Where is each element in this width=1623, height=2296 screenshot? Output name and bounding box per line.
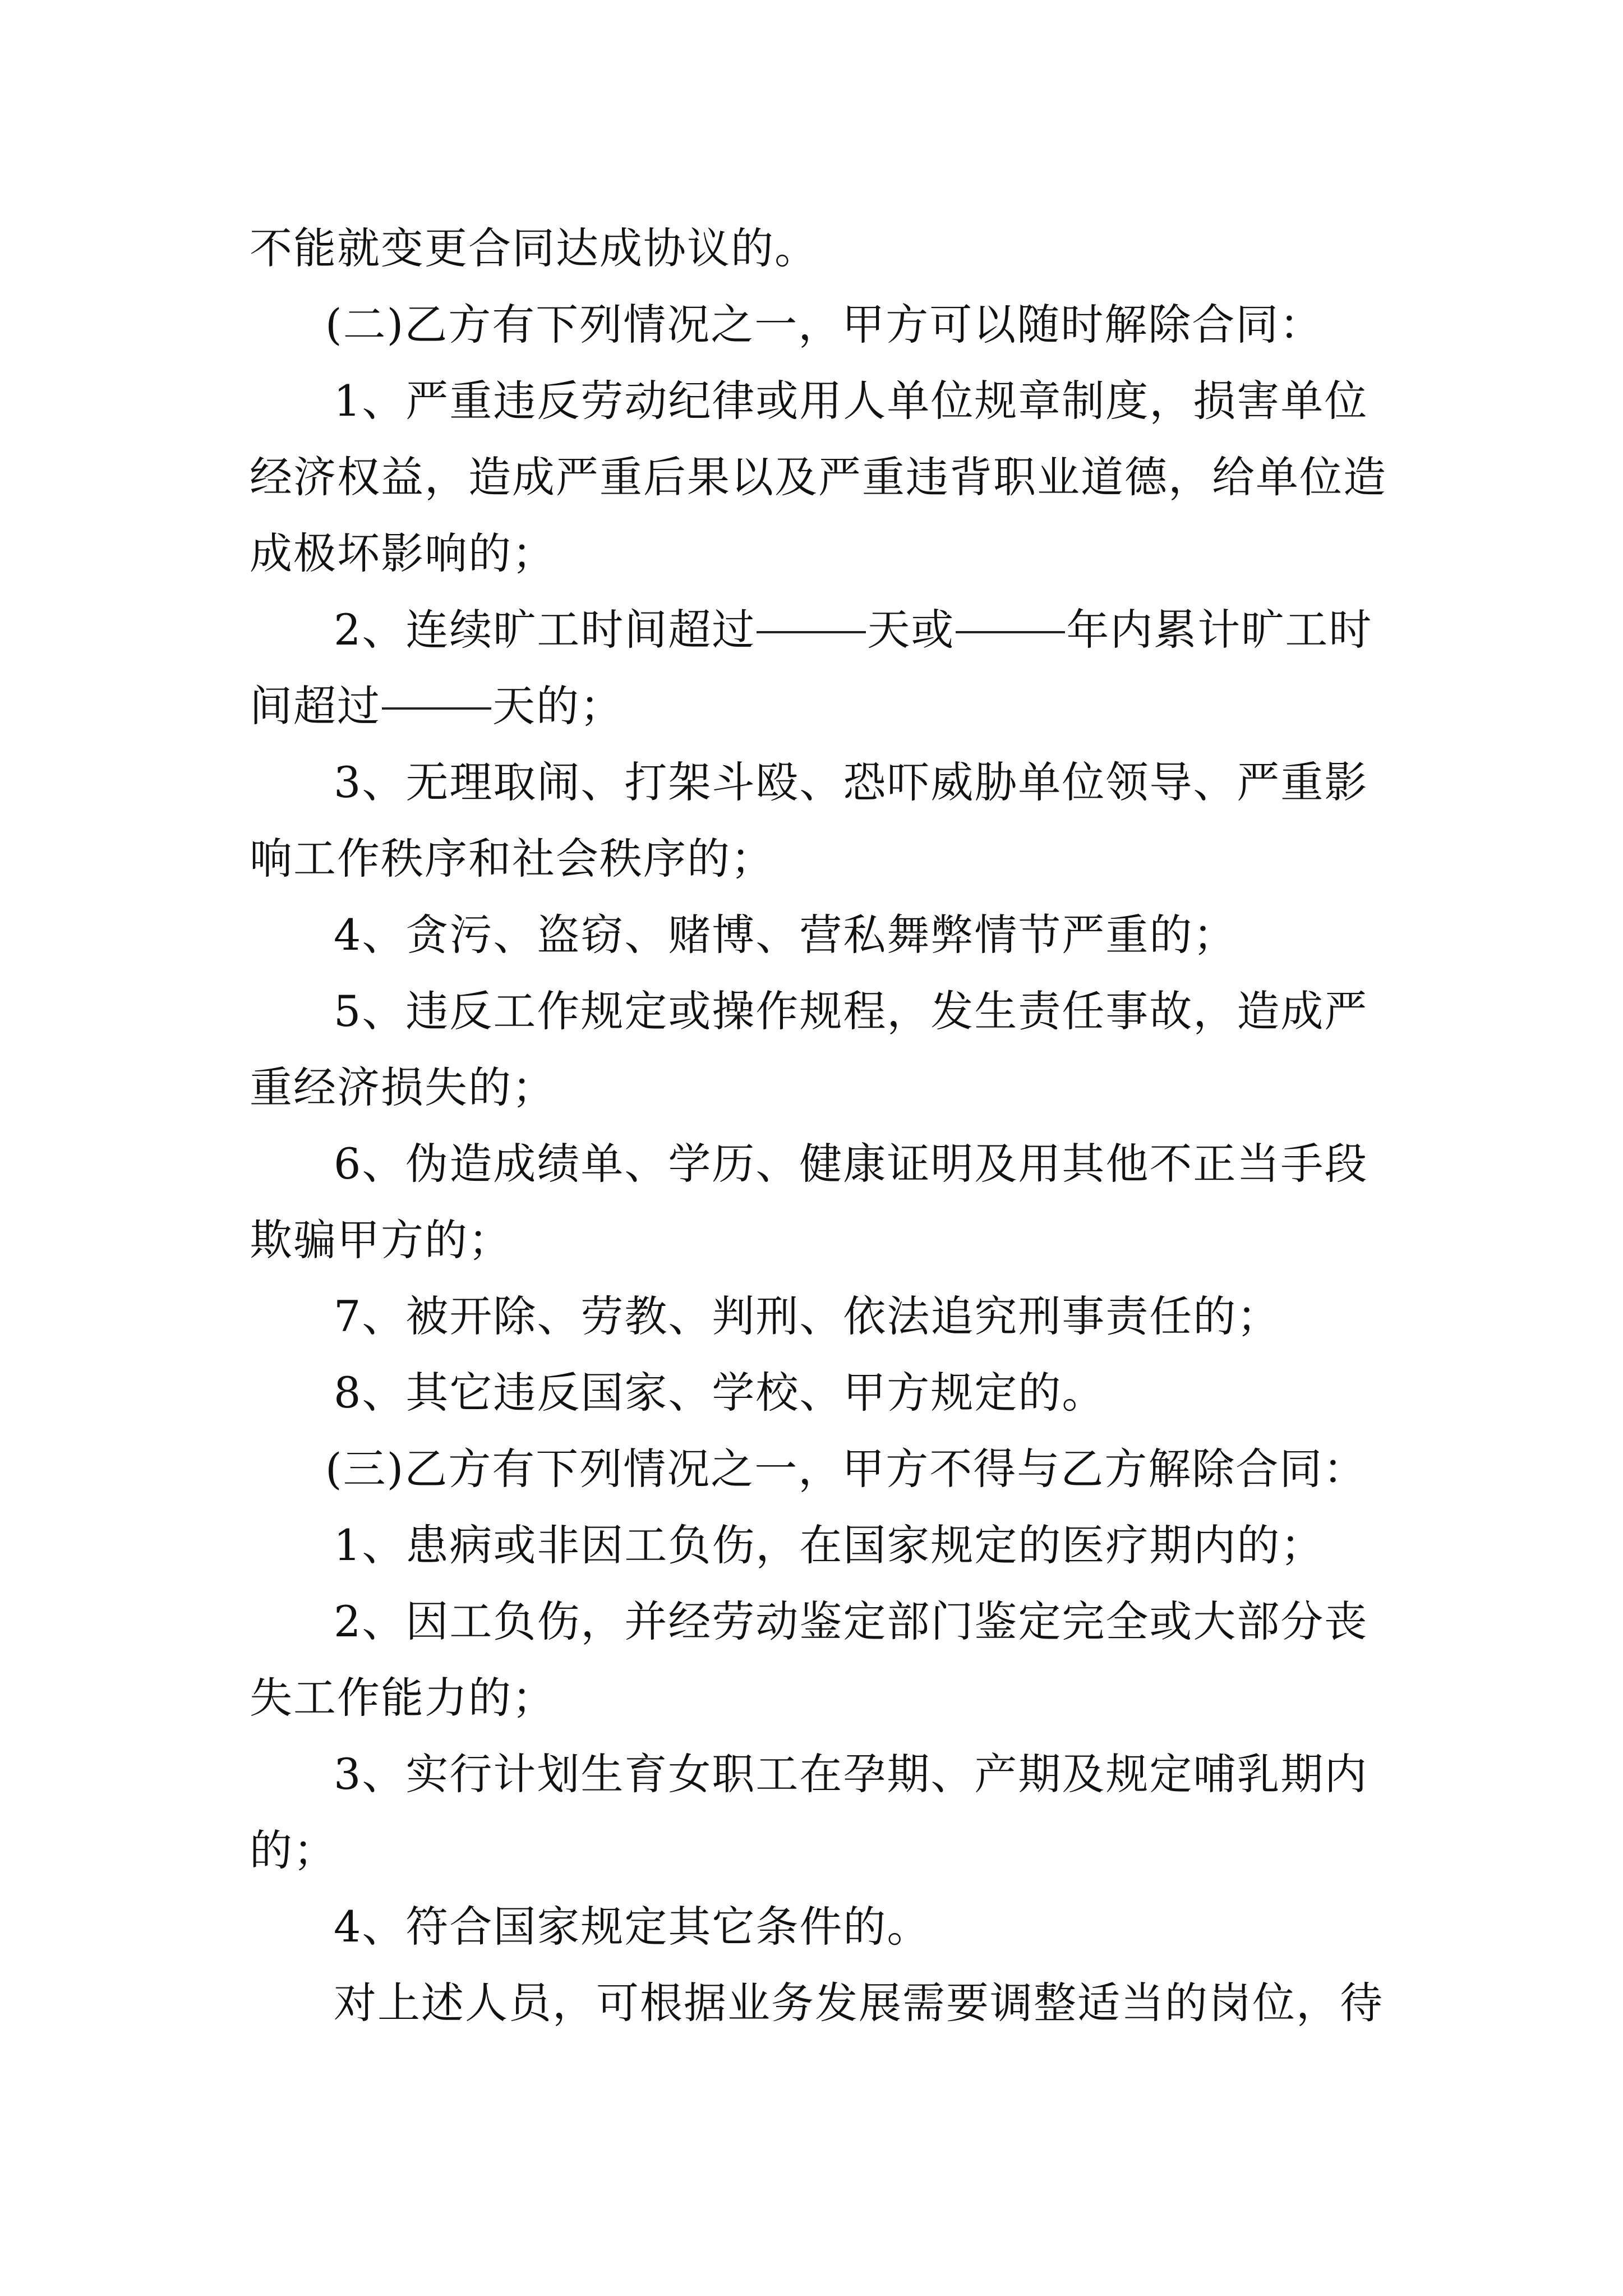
text-line: 成极坏影响的；: [250, 528, 556, 578]
section-heading: (二)乙方有下列情况之一，甲方可以随时解除合同：: [325, 300, 1324, 349]
text-segment: 天的；: [492, 681, 624, 731]
blank-field: [757, 631, 866, 633]
section-heading: (三)乙方有下列情况之一，甲方不得与乙方解除合同：: [325, 1444, 1367, 1494]
paragraph-line: 对上述人员，可根据业务发展需要调整适当的岗位，待: [334, 1978, 1384, 2028]
list-item: 3、无理取闹、打架斗殴、恐吓威胁单位领导、严重影: [334, 757, 1368, 807]
list-item: 6、伪造成绩单、学历、健康证明及用其他不正当手段: [334, 1139, 1368, 1189]
list-item: 4、贪污、盗窃、赌博、营私舞弊情节严重的；: [334, 910, 1237, 960]
list-item: 2、因工负伤，并经劳动鉴定部门鉴定完全或大部分丧: [334, 1596, 1368, 1646]
text-segment: 间超过: [250, 681, 381, 731]
list-item: 8、其它违反国家、学校、甲方规定的。: [334, 1368, 1106, 1418]
text-line: 的；: [250, 1825, 337, 1875]
text-line: 欺骗甲方的；: [250, 1215, 512, 1265]
list-item: 5、违反工作规定或操作规程，发生责任事故，造成严: [334, 986, 1368, 1036]
blank-field: [382, 707, 491, 710]
text-line: 重经济损失的；: [250, 1062, 556, 1112]
text-line: 不能就变更合同达成协议的。: [250, 223, 818, 273]
text-segment: 2、连续旷工时间超过: [334, 605, 756, 655]
list-item: [250, 592, 1385, 668]
list-item: 1、患病或非因工负伤，在国家规定的医疗期内的；: [334, 1520, 1325, 1570]
text-segment: 年内累计旷工时: [1066, 605, 1373, 655]
blank-field: [956, 631, 1065, 633]
list-item: 3、实行计划生育女职工在孕期、产期及规定哺乳期内: [334, 1749, 1368, 1799]
list-item: 1、严重违反劳动纪律或用人单位规章制度，损害单位: [334, 376, 1368, 426]
list-item: 7、被开除、劳教、判刑、依法追究刑事责任的；: [334, 1291, 1281, 1341]
text-segment: 天或: [867, 605, 955, 655]
text-line: [250, 668, 1385, 744]
text-line: 经济权益，造成严重后果以及严重违背职业道德，给单位造: [250, 452, 1387, 502]
text-line: 失工作能力的；: [250, 1673, 556, 1723]
list-item: 4、符合国家规定其它条件的。: [334, 1902, 931, 1952]
text-line: 响工作秩序和社会秩序的；: [250, 834, 774, 884]
document-body: [250, 210, 1385, 2041]
